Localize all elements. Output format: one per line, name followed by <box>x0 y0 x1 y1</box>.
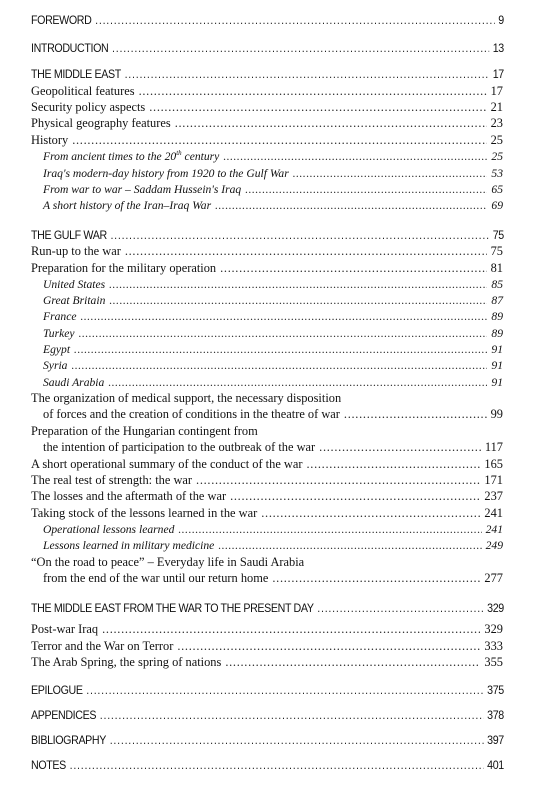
toc-entry-page: 69 <box>491 199 503 212</box>
toc-entry-page: 91 <box>491 359 503 372</box>
dot-leader <box>245 182 487 197</box>
toc-entry-page: 249 <box>485 539 503 552</box>
toc-entry <box>43 538 503 553</box>
dot-leader <box>112 41 489 56</box>
toc-entry-page: 21 <box>490 100 503 114</box>
toc-entry <box>43 342 503 357</box>
dot-leader <box>86 683 483 698</box>
toc-entry-title: of forces and the creation of conditions in the theatre of war <box>43 407 340 421</box>
toc-entry-title: History <box>31 133 69 147</box>
dot-leader <box>109 277 487 292</box>
toc-entry-page: 333 <box>484 639 503 653</box>
toc-entry <box>31 489 503 504</box>
dot-leader <box>109 293 487 308</box>
toc-entry <box>43 166 503 181</box>
toc-entry <box>31 655 503 670</box>
toc-entry-page: 165 <box>484 457 503 471</box>
toc-entry-title: Post-war Iraq <box>31 622 99 636</box>
toc-entry-page: 378 <box>487 709 504 722</box>
toc-entry-title: APPENDICES <box>31 709 97 722</box>
toc-entry-page: 91 <box>491 343 503 356</box>
toc-entry-title: A short operational summary of the conduct of the war <box>31 457 303 471</box>
toc-entry-title: Iraq's modern-day history from 1920 to the Gulf War <box>43 167 289 180</box>
toc-entry <box>31 424 503 439</box>
toc-entry <box>43 358 503 373</box>
toc-entry-page: 329 <box>484 622 503 636</box>
dot-leader <box>95 13 494 28</box>
toc-entry-page: 397 <box>487 734 504 747</box>
dot-leader <box>72 133 486 148</box>
toc-entry-title: THE MIDDLE EAST FROM THE WAR TO THE PRESENT DAY <box>31 602 314 615</box>
toc-entry <box>43 522 503 537</box>
toc-entry-title: BIBLIOGRAPHY <box>31 734 107 747</box>
toc-entry-title: Terror and the War on Terror <box>31 639 174 653</box>
toc-entry-page: 65 <box>491 183 503 196</box>
dot-leader <box>215 198 487 213</box>
toc-entry <box>31 244 503 259</box>
toc-entry <box>31 13 504 28</box>
toc-entry-page: 241 <box>484 506 503 520</box>
toc-entry-page: 9 <box>498 14 504 27</box>
toc-entry-page: 89 <box>491 310 503 323</box>
dot-leader <box>175 116 487 131</box>
toc-entry-page: 53 <box>491 167 503 180</box>
dot-leader <box>293 166 488 181</box>
toc-entry <box>31 261 503 276</box>
toc-entry-title: A short history of the Iran–Iraq War <box>43 199 212 212</box>
toc-entry <box>43 182 503 197</box>
toc-entry-title: France <box>43 310 77 323</box>
toc-entry-title: The losses and the aftermath of the war <box>31 489 227 503</box>
toc-entry <box>43 309 503 324</box>
toc-entry <box>31 228 504 243</box>
toc-entry-page: 75 <box>490 244 503 258</box>
toc-entry-title: Taking stock of the lessons learned in the war <box>31 506 258 520</box>
toc-entry <box>31 391 503 406</box>
toc-entry <box>43 571 503 586</box>
toc-entry-title: From ancient times to the 20th century <box>43 149 220 163</box>
toc-entry <box>31 683 504 698</box>
toc-entry <box>31 733 504 748</box>
toc-entry-page: 85 <box>491 278 503 291</box>
toc-entry <box>31 133 503 148</box>
toc-entry-title: NOTES <box>31 759 66 772</box>
dot-leader <box>102 622 480 637</box>
toc-entry <box>31 601 504 616</box>
toc-entry <box>31 708 504 723</box>
toc-entry-page: 241 <box>485 523 503 536</box>
toc-entry <box>31 67 504 82</box>
toc-entry-title: Preparation of the Hungarian contingent from <box>31 424 258 438</box>
toc-entry-title: Preparation for the military operation <box>31 261 217 275</box>
toc-entry-page: 89 <box>491 327 503 340</box>
dot-leader <box>307 457 481 472</box>
dot-leader <box>110 228 489 243</box>
dot-leader <box>220 261 487 276</box>
toc-entry-title: Turkey <box>43 327 75 340</box>
dot-leader <box>225 655 480 670</box>
dot-leader <box>125 244 487 259</box>
toc-entry-title: Operational lessons learned <box>43 523 175 536</box>
toc-entry <box>31 758 504 773</box>
toc-entry-title: INTRODUCTION <box>31 42 109 55</box>
toc-entry-page: 87 <box>491 294 503 307</box>
dot-leader <box>71 358 487 373</box>
toc-entry-title: Security policy aspects <box>31 100 146 114</box>
dot-leader <box>230 489 480 504</box>
toc-entry <box>31 506 503 521</box>
dot-leader <box>319 440 481 455</box>
toc-entry-title: United States <box>43 278 106 291</box>
toc-entry-title: THE GULF WAR <box>31 229 107 242</box>
dot-leader <box>344 407 487 422</box>
toc-entry-title: Lessons learned in military medicine <box>43 539 215 552</box>
toc-entry-page: 17 <box>490 84 503 98</box>
toc-entry-page: 81 <box>490 261 503 275</box>
toc-entry-title: EPILOGUE <box>31 684 83 697</box>
toc-entry-page: 75 <box>492 229 504 242</box>
dot-leader <box>317 601 483 616</box>
toc-entry-page: 171 <box>484 473 503 487</box>
dot-leader <box>108 375 487 390</box>
toc-entry-title: Great Britain <box>43 294 106 307</box>
toc-entry-page: 117 <box>484 440 503 454</box>
toc-entry-page: 401 <box>487 759 504 772</box>
toc-entry-title: the intention of participation to the outbreak of the war <box>43 440 316 454</box>
toc-entry-page: 91 <box>491 376 503 389</box>
toc-entry-page: 25 <box>491 150 503 163</box>
toc-entry <box>31 116 503 131</box>
dot-leader <box>139 84 487 99</box>
toc-entry <box>31 473 503 488</box>
toc-entry <box>31 84 503 99</box>
toc-entry-title: Saudi Arabia <box>43 376 105 389</box>
toc-entry <box>43 407 503 422</box>
toc-entry <box>31 41 504 56</box>
toc-entry-page: 13 <box>492 42 504 55</box>
toc-entry-title: Egypt <box>43 343 71 356</box>
toc-entry-title: The real test of strength: the war <box>31 473 193 487</box>
toc-entry <box>31 457 503 472</box>
toc-entry-title: from the end of the war until our return home <box>43 571 269 585</box>
toc-entry-title: FOREWORD <box>31 14 92 27</box>
toc-entry-page: 17 <box>492 68 504 81</box>
toc-entry-title: The organization of medical support, the necessary disposition <box>31 391 342 405</box>
toc-entry <box>43 293 503 308</box>
toc-entry-title: Run-up to the war <box>31 244 121 258</box>
toc-entry-page: 375 <box>487 684 504 697</box>
toc-entry-page: 23 <box>490 116 503 130</box>
dot-leader <box>178 522 481 537</box>
dot-leader <box>80 309 487 324</box>
dot-leader <box>125 67 489 82</box>
toc-entry-page: 329 <box>487 602 504 615</box>
toc-entry-title: Syria <box>43 359 68 372</box>
toc-entry-title: Geopolitical features <box>31 84 135 98</box>
toc-entry-page: 277 <box>484 571 503 585</box>
toc-entry <box>43 149 503 164</box>
toc-entry-title: Physical geography features <box>31 116 171 130</box>
toc-entry-title: THE MIDDLE EAST <box>31 68 121 81</box>
dot-leader <box>272 571 480 586</box>
dot-leader <box>70 758 484 773</box>
toc-entry-page: 25 <box>490 133 503 147</box>
toc-entry-title: The Arab Spring, the spring of nations <box>31 655 222 669</box>
dot-leader <box>100 708 484 723</box>
toc-entry <box>31 639 503 654</box>
toc-entry <box>43 375 503 390</box>
dot-leader <box>223 149 487 164</box>
dot-leader <box>149 100 486 115</box>
toc-entry-page: 355 <box>484 655 503 669</box>
toc-entry <box>43 198 503 213</box>
dot-leader <box>261 506 480 521</box>
toc-entry <box>31 100 503 115</box>
dot-leader <box>79 326 488 341</box>
toc-entry <box>43 277 503 292</box>
dot-leader <box>196 473 480 488</box>
toc-entry <box>31 555 503 570</box>
dot-leader <box>218 538 481 553</box>
toc-entry <box>31 622 503 637</box>
dot-leader <box>74 342 487 357</box>
toc-entry <box>43 326 503 341</box>
dot-leader <box>177 639 480 654</box>
toc-entry <box>43 440 503 455</box>
toc-entry-page: 99 <box>490 407 503 421</box>
dot-leader <box>110 733 484 748</box>
toc-entry-title: From war to war – Saddam Hussein's Iraq <box>43 183 242 196</box>
toc-entry-title: “On the road to peace” – Everyday life in Saudi Arabia <box>31 555 305 569</box>
toc-entry-page: 237 <box>484 489 503 503</box>
